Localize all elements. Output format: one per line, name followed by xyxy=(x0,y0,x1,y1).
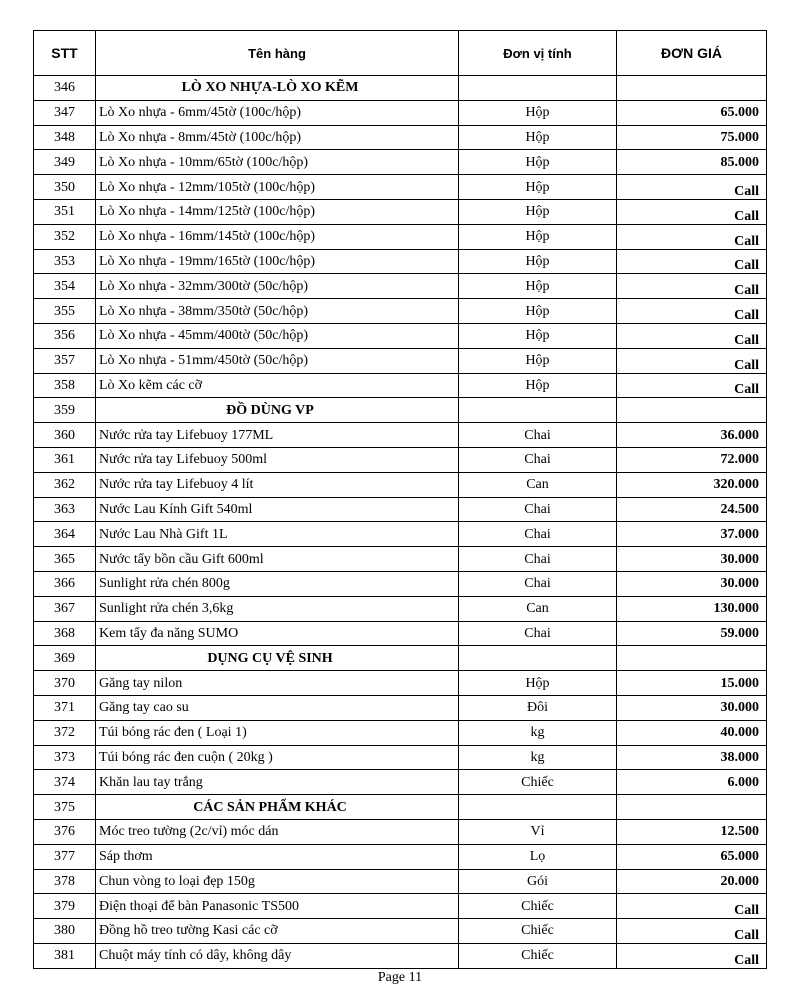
table-row xyxy=(34,447,767,472)
row-price: 320.000 xyxy=(617,472,767,497)
section-title-text: DỤNG CỤ VỆ SINH xyxy=(207,650,333,666)
row-unit: Hộp xyxy=(459,249,617,274)
row-item-name: Móc treo tường (2c/vỉ) móc dán xyxy=(96,819,459,844)
row-price: Call xyxy=(617,224,767,249)
row-stt: 359 xyxy=(34,398,96,423)
table-row xyxy=(34,274,767,299)
row-price: Call xyxy=(617,373,767,398)
section-row xyxy=(34,795,767,820)
row-price: 65.000 xyxy=(617,100,767,125)
row-stt: 378 xyxy=(34,869,96,894)
row-unit: Chai xyxy=(459,522,617,547)
row-stt: 365 xyxy=(34,547,96,572)
row-item-name: Túi bóng rác đen cuộn ( 20kg ) xyxy=(96,745,459,770)
table-row xyxy=(34,695,767,720)
row-price xyxy=(617,398,767,423)
row-unit: Hộp xyxy=(459,373,617,398)
row-price: 30.000 xyxy=(617,571,767,596)
table-row xyxy=(34,720,767,745)
row-price: 72.000 xyxy=(617,447,767,472)
row-unit: Chiếc xyxy=(459,919,617,944)
table-row xyxy=(34,323,767,348)
row-item-name: Lò Xo kẽm các cỡ xyxy=(96,373,459,398)
row-unit: Chai xyxy=(459,497,617,522)
row-stt: 357 xyxy=(34,348,96,373)
row-stt: 369 xyxy=(34,646,96,671)
row-item-name: Lò Xo nhựa - 14mm/125tờ (100c/hộp) xyxy=(96,199,459,224)
row-item-name: Lò Xo nhựa - 6mm/45tờ (100c/hộp) xyxy=(96,100,459,125)
row-stt: 377 xyxy=(34,844,96,869)
section-title xyxy=(96,76,459,101)
row-price: 36.000 xyxy=(617,423,767,448)
row-item-name: Nước rửa tay Lifebuoy 177ML xyxy=(96,423,459,448)
row-price: 20.000 xyxy=(617,869,767,894)
table-row xyxy=(34,919,767,944)
section-row xyxy=(34,398,767,423)
row-stt: 353 xyxy=(34,249,96,274)
row-price xyxy=(617,795,767,820)
row-item-name: Lò Xo nhựa - 38mm/350tờ (50c/hộp) xyxy=(96,299,459,324)
row-item-name: Lò Xo nhựa - 51mm/450tờ (50c/hộp) xyxy=(96,348,459,373)
row-stt: 380 xyxy=(34,919,96,944)
row-stt: 367 xyxy=(34,596,96,621)
row-unit: Hộp xyxy=(459,175,617,200)
row-item-name: Lò Xo nhựa - 32mm/300tờ (50c/hộp) xyxy=(96,274,459,299)
row-price: Call xyxy=(617,348,767,373)
table-row xyxy=(34,943,767,968)
row-unit: Hộp xyxy=(459,150,617,175)
row-price: 38.000 xyxy=(617,745,767,770)
row-stt: 350 xyxy=(34,175,96,200)
table-row xyxy=(34,175,767,200)
row-price: 75.000 xyxy=(617,125,767,150)
row-price: 65.000 xyxy=(617,844,767,869)
table-row xyxy=(34,373,767,398)
row-item-name: Nước Lau Kính Gift 540ml xyxy=(96,497,459,522)
row-unit: Chiếc xyxy=(459,943,617,968)
table-row xyxy=(34,249,767,274)
row-item-name: Chuột máy tính có dây, không dây xyxy=(96,943,459,968)
table-row xyxy=(34,299,767,324)
table-row xyxy=(34,547,767,572)
row-unit: Chai xyxy=(459,547,617,572)
row-item-name: Sáp thơm xyxy=(96,844,459,869)
row-stt: 347 xyxy=(34,100,96,125)
row-item-name: Kem tẩy đa năng SUMO xyxy=(96,621,459,646)
row-price: 30.000 xyxy=(617,547,767,572)
row-item-name: Đồng hồ treo tường Kasi các cỡ xyxy=(96,919,459,944)
row-item-name: Lò Xo nhựa - 8mm/45tờ (100c/hộp) xyxy=(96,125,459,150)
row-stt: 355 xyxy=(34,299,96,324)
page-number: Page 11 xyxy=(377,970,423,985)
row-unit: Chai xyxy=(459,447,617,472)
row-item-name: Găng tay cao su xyxy=(96,695,459,720)
row-price: 37.000 xyxy=(617,522,767,547)
row-unit: Chai xyxy=(459,571,617,596)
row-stt: 348 xyxy=(34,125,96,150)
row-price: 12.500 xyxy=(617,819,767,844)
row-price: 40.000 xyxy=(617,720,767,745)
row-stt: 372 xyxy=(34,720,96,745)
row-stt: 354 xyxy=(34,274,96,299)
row-unit xyxy=(459,398,617,423)
row-stt: 374 xyxy=(34,770,96,795)
row-item-name: Nước rửa tay Lifebuoy 500ml xyxy=(96,447,459,472)
table-row xyxy=(34,819,767,844)
row-stt: 364 xyxy=(34,522,96,547)
row-stt: 358 xyxy=(34,373,96,398)
table-row xyxy=(34,150,767,175)
table-row xyxy=(34,571,767,596)
row-unit xyxy=(459,795,617,820)
row-stt: 376 xyxy=(34,819,96,844)
row-price: Call xyxy=(617,249,767,274)
row-stt: 373 xyxy=(34,745,96,770)
row-item-name: Nước rửa tay Lifebuoy 4 lít xyxy=(96,472,459,497)
section-title xyxy=(96,646,459,671)
header-unit: Đơn vị tính xyxy=(459,31,617,76)
row-unit: Hộp xyxy=(459,299,617,324)
row-unit: Can xyxy=(459,472,617,497)
table-row xyxy=(34,100,767,125)
row-unit: Lọ xyxy=(459,844,617,869)
row-stt: 352 xyxy=(34,224,96,249)
table-row xyxy=(34,869,767,894)
table-row xyxy=(34,522,767,547)
row-unit: Can xyxy=(459,596,617,621)
row-item-name: Túi bóng rác đen ( Loại 1) xyxy=(96,720,459,745)
row-unit xyxy=(459,646,617,671)
section-title xyxy=(96,795,459,820)
row-item-name: Lò Xo nhựa - 16mm/145tờ (100c/hộp) xyxy=(96,224,459,249)
row-unit: Hộp xyxy=(459,274,617,299)
row-unit: Chai xyxy=(459,423,617,448)
row-price: Call xyxy=(617,274,767,299)
row-stt: 363 xyxy=(34,497,96,522)
row-price: Call xyxy=(617,894,767,919)
table-row xyxy=(34,844,767,869)
row-unit: kg xyxy=(459,745,617,770)
row-price: Call xyxy=(617,199,767,224)
price-table xyxy=(33,30,767,969)
row-price: 15.000 xyxy=(617,671,767,696)
row-item-name: Găng tay nilon xyxy=(96,671,459,696)
row-price: Call xyxy=(617,299,767,324)
table-row xyxy=(34,125,767,150)
table-row xyxy=(34,770,767,795)
row-stt: 368 xyxy=(34,621,96,646)
row-price: 24.500 xyxy=(617,497,767,522)
row-stt: 381 xyxy=(34,943,96,968)
table-row xyxy=(34,745,767,770)
row-price: 30.000 xyxy=(617,695,767,720)
row-stt: 360 xyxy=(34,423,96,448)
section-title-text: CÁC SẢN PHẨM KHÁC xyxy=(193,799,347,815)
row-unit: Hộp xyxy=(459,199,617,224)
header-price: ĐƠN GIÁ xyxy=(617,31,767,76)
row-item-name: Sunlight rửa chén 800g xyxy=(96,571,459,596)
row-item-name: Lò Xo nhựa - 10mm/65tờ (100c/hộp) xyxy=(96,150,459,175)
row-unit: Đôi xyxy=(459,695,617,720)
table-row xyxy=(34,671,767,696)
table-row xyxy=(34,423,767,448)
row-item-name: Lò Xo nhựa - 45mm/400tờ (50c/hộp) xyxy=(96,323,459,348)
row-item-name: Nước tẩy bồn cầu Gift 600ml xyxy=(96,547,459,572)
section-row xyxy=(34,76,767,101)
row-price xyxy=(617,76,767,101)
row-item-name: Lò Xo nhựa - 19mm/165tờ (100c/hộp) xyxy=(96,249,459,274)
row-stt: 370 xyxy=(34,671,96,696)
row-price: Call xyxy=(617,323,767,348)
row-unit: Hộp xyxy=(459,224,617,249)
row-item-name: Khăn lau tay trắng xyxy=(96,770,459,795)
row-item-name: Lò Xo nhựa - 12mm/105tờ (100c/hộp) xyxy=(96,175,459,200)
row-stt: 362 xyxy=(34,472,96,497)
row-stt: 361 xyxy=(34,447,96,472)
section-title-text: ĐỒ DÙNG VP xyxy=(226,402,314,418)
table-row xyxy=(34,621,767,646)
table-row xyxy=(34,199,767,224)
row-stt: 349 xyxy=(34,150,96,175)
header-name: Tên hàng xyxy=(96,31,459,76)
row-stt: 346 xyxy=(34,76,96,101)
row-stt: 356 xyxy=(34,323,96,348)
row-item-name: Nước Lau Nhà Gift 1L xyxy=(96,522,459,547)
row-price: 85.000 xyxy=(617,150,767,175)
table-body xyxy=(34,76,767,969)
row-price: Call xyxy=(617,943,767,968)
table-row xyxy=(34,348,767,373)
row-unit: Hộp xyxy=(459,348,617,373)
row-unit: Hộp xyxy=(459,671,617,696)
row-unit: Chai xyxy=(459,621,617,646)
table-header xyxy=(34,31,767,76)
row-stt: 366 xyxy=(34,571,96,596)
row-unit: Vỉ xyxy=(459,819,617,844)
row-unit: Gói xyxy=(459,869,617,894)
row-price: 59.000 xyxy=(617,621,767,646)
row-price: 130.000 xyxy=(617,596,767,621)
row-unit: Hộp xyxy=(459,100,617,125)
row-stt: 375 xyxy=(34,795,96,820)
row-unit: Chiếc xyxy=(459,770,617,795)
header-stt: STT xyxy=(34,31,96,76)
row-price: Call xyxy=(617,919,767,944)
row-unit: Hộp xyxy=(459,323,617,348)
row-stt: 371 xyxy=(34,695,96,720)
row-stt: 379 xyxy=(34,894,96,919)
row-unit: Chiếc xyxy=(459,894,617,919)
table-row xyxy=(34,224,767,249)
row-stt: 351 xyxy=(34,199,96,224)
row-unit: kg xyxy=(459,720,617,745)
row-item-name: Sunlight rửa chén 3,6kg xyxy=(96,596,459,621)
row-price xyxy=(617,646,767,671)
header-row xyxy=(34,31,767,76)
table-row xyxy=(34,894,767,919)
table-row xyxy=(34,596,767,621)
table-row xyxy=(34,497,767,522)
row-unit: Hộp xyxy=(459,125,617,150)
row-price: 6.000 xyxy=(617,770,767,795)
section-title xyxy=(96,398,459,423)
row-item-name: Điện thoại để bàn Panasonic TS500 xyxy=(96,894,459,919)
row-price: Call xyxy=(617,175,767,200)
row-unit xyxy=(459,76,617,101)
row-item-name: Chun vòng to loại đẹp 150g xyxy=(96,869,459,894)
table-row xyxy=(34,472,767,497)
section-row xyxy=(34,646,767,671)
section-title-text: LÒ XO NHỰA-LÒ XO KẼM xyxy=(181,80,359,96)
